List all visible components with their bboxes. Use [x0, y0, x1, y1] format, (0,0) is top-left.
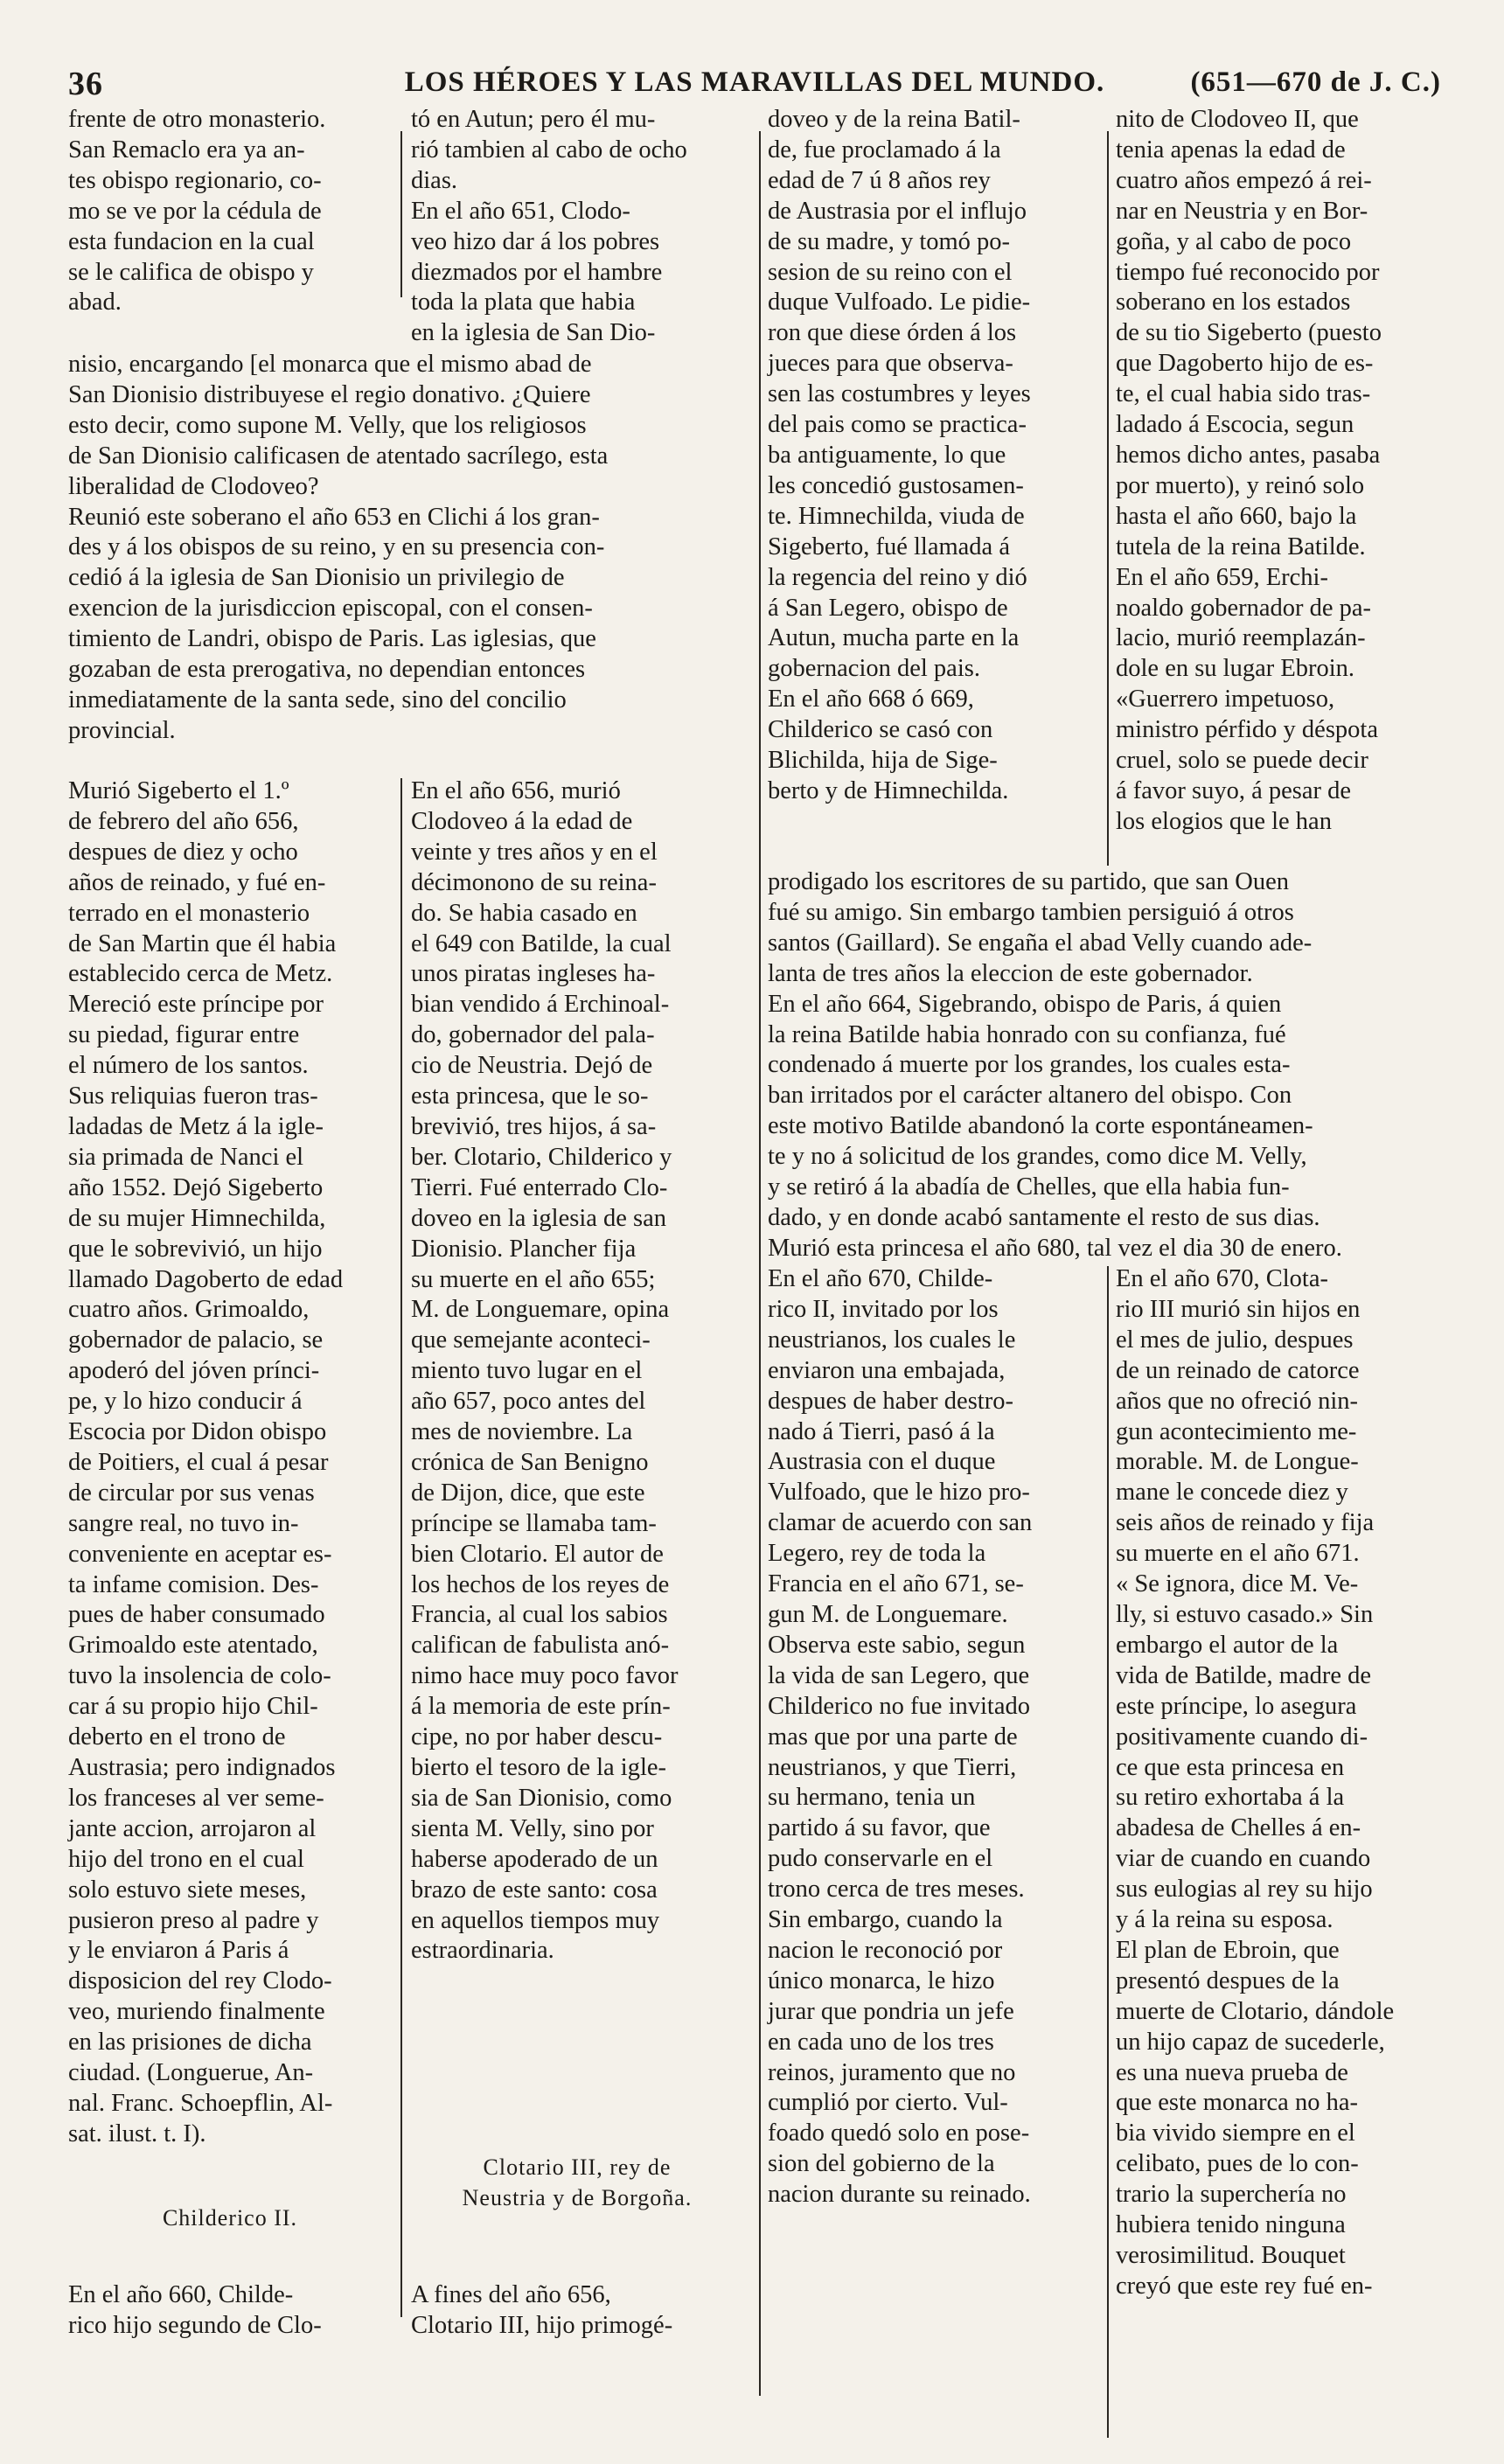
col1-paragraph-top: frente de otro monasterio. San Remaclo era ya an- tes obispo regionario, co- mo se ve por la cédula de esta fundacion en la cual se le califica de obispo y abad. [68, 106, 326, 317]
col1-paragraph-sigeberto: Murió Sigeberto el 1.º de febrero del año 656, despues de diez y ocho años de reinado, y fué en- terrado en el monasterio de San Martin que él habia establecido cerca de Metz. Mereció este príncipe por su piedad, figurar entre el número de los santos. Sus reliquias fueron tras- ladadas de Metz á la igle- sia primada de Nanci el año 1552. Dejó Sigeberto de su mujer Himnechilda, que le sobrevivió, un hijo llamado Dagoberto de edad cuatro años. Grimoaldo, gobernador de palacio, se apoderó del jóven prínci- pe, y lo hizo conducir á Escocia por Didon obispo de Poitiers, el cual á pesar de circular por sus venas sangre real, no tuvo in- conveniente en aceptar es- ta infame comision. Des- pues de haber consumado Grimoaldo este atentado, tuvo la insolencia de colo- car á su propio hijo Chil- deberto en el trono de Austrasia; pero indignados los franceses al ver seme- jante accion, arrojaron al hijo del trono en el cual solo estuvo siete meses, pusieron preso al padre y y le enviaron á Paris á disposicion del rey Clodo- veo, muriendo finalmente en las prisiones de dicha ciudad. (Longuerue, An- nal. Franc. Schoepflin, Al- sat. ilust. t. I). [68, 777, 344, 2147]
col3-paragraph-childerico: En el año 670, Childe- rico II, invitado por los neustrianos, los cuales le enviaron una embajada, despues de haber destro- nado á Tierri, pasó á la Austrasia con el duque Vulfoado, que le hizo pro- clamar de acuerdo con san Legero, rey de toda la Francia en el año 671, se- gun M. de Longuemare. Observa este sabio, segun la vida de san Legero, que Childerico no fue invitado mas que por una parte de neustrianos, y que Tierri, su hermano, tenia un partido á su favor, que pudo conservarle en el trono cerca de tres meses. Sin embargo, cuando la nacion le reconoció por único monarca, le hizo jurar que pondria un jefe en cada uno de los tres reinos, juramento que no cumplió por cierto. Vul- foado quedó solo en pose- sion del gobierno de la nacion durante su reinado. [768, 1265, 1033, 2209]
col2-paragraph-top: tó en Autun; pero él mu- rió tambien al cabo de ocho dias. En el año 651, Clodo- veo hizo dar á los pobres diezmados por el hambre toda la plata que habia en la iglesia de San Dio- [411, 106, 687, 347]
col2-paragraph-clodoveo: En el año 656, murió Clodoveo á la edad de veinte y tres años y en el décimonono de su reina- do. Se habia casado en el 649 con Batilde, la cual unos piratas ingleses ha- bian vendido á Erchinoal- do, gobernador del pala- cio de Neustria. Dejó de esta princesa, que le so- brevivió, tres hijos, á sa- ber. Clotario, Childerico y Tierri. Fué enterrado Clo- doveo en la iglesia de san Dionisio. Plancher fija su muerte en el año 655; M. de Longuemare, opina que semejante aconteci- miento tuvo lugar en el año 657, poco antes del mes de noviembre. La crónica de San Benigno de Dijon, dice, que este príncipe se llamaba tam- bien Clotario. El autor de los hechos de los reyes de Francia, al cual los sabios califican de fabulista anó- nimo hace muy poco favor á la memoria de este prín- cipe, no por haber descu- bierto el tesoro de la igle- sia de San Dionisio, como sienta M. Velly, sino por haberse apoderado de un brazo de este santo: cosa en aquellos tiempos muy estraordinaria. [411, 777, 679, 1965]
column-rule [1107, 131, 1109, 866]
col4-paragraph-top: nito de Clodoveo II, que tenia apenas la edad de cuatro años empezó á rei- nar en Neustria y en Bor- goña, y al cabo de poco tiempo fué reconocido por soberano en los estados de su tio Sigeberto (puesto que Dagoberto hijo de es- te, el cual habia sido tras- ladado á Escocia, segun hemos dicho antes, pasaba por muerto), y reinó solo hasta el año 660, bajo la tutela de la reina Batilde. En el año 659, Erchi- noaldo gobernador de pa- lacio, murió reemplazán- dole en su lugar Ebroin. «Guerrero impetuoso, ministro pérfido y déspota cruel, solo se puede decir á favor suyo, á pesar de los elogios que le han [1116, 106, 1382, 835]
column-rule [400, 131, 402, 297]
year-range: (651—670 de J. C.) [1190, 66, 1441, 98]
col1-paragraph-bottom: En el año 660, Childe- rico hijo segundo de Clo- [68, 2281, 322, 2339]
page-number: 36 [68, 66, 103, 102]
col4-paragraph-clotario: En el año 670, Clota- rio III murió sin hijos en el mes de julio, despues de un reinado de catorce años que no ofreció nin- gun acontecimiento me- morable. M. de Longue- mane le concede diez y seis años de reinado y fija su muerte en el año 671. « Se ignora, dice M. Ve- lly, si estuvo casado.» Sin embargo el autor de la vida de Batilde, madre de este príncipe, lo asegura positivamente cuando di- ce que esta princesa en su retiro exhortaba á la abadesa de Chelles á en- viar de cuando en cuando sus eulogias al rey su hijo y á la reina su esposa. El plan de Ebroin, que presentó despues de la muerte de Clotario, dándole un hijo capaz de sucederle, es una nueva prueba de que este monarca no ha- bia vivido siempre en el celibato, pues de lo con- trario la superchería no hubiera tenido ninguna verosimilitud. Bouquet creyó que este rey fué en- [1116, 1265, 1395, 2300]
column-rule [759, 131, 761, 2396]
running-header [68, 59, 1441, 112]
column-rule [400, 778, 402, 2317]
section-heading-clotario: Clotario III, rey de Neustria y de Borgoña. [462, 2154, 693, 2210]
section-heading-childerico: Childerico II. [162, 2205, 298, 2231]
col1-paragraph-wide: nisio, encargando [el monarca que el mismo abad de San Dionisio distribuyese el regio donativo. ¿Quiere esto decir, como supone M. Velly, que los religiosos de San Dionisio calificasen de atentado sacrílego, esta liberalidad de Clodoveo? Reunió este soberano el año 653 en Clichi á los gran- des y á los obispos de su reino, y en su presencia con- cedió á la iglesia de San Dionisio un privilegio de exencion de la jurisdiccion episcopal, con el consen- timiento de Landri, obispo de Paris. Las iglesias, que gozaban de esta prerogativa, no dependian entonces inmediatamente de la santa sede, sino del concilio provincial. [68, 351, 609, 744]
column-rule [1107, 1266, 1109, 2438]
running-title: LOS HÉROES Y LAS MARAVILLAS DEL MUNDO. [404, 66, 1105, 98]
col2-paragraph-bottom: A fines del año 656, Clotario III, hijo primogé- [411, 2281, 673, 2339]
col3-paragraph-wide: prodigado los escritores de su partido, que san Ouen fué su amigo. Sin embargo tambien persiguió á otros santos (Gaillard). Se engaña el abad Velly cuando ade- lanta de tres años la eleccion de este gobernador. En el año 664, Sigebrando, obispo de Paris, á quien la reina Batilde habia honrado con su confianza, fué condenado á muerte por los grandes, los cuales esta- ban irritados por el carácter altanero del obispo. Con este motivo Batilde abandonó la corte espontáneamen- te y no á solicitud de los grandes, como dice M. Velly, y se retiró á la abadía de Chelles, que ella habia fun- dado, y en donde acabó santamente el resto de sus dias. Murió esta princesa el año 680, tal vez el dia 30 de enero. [768, 868, 1342, 1262]
col3-paragraph-top: doveo y de la reina Batil- de, fue proclamado á la edad de 7 ú 8 años rey de Austrasia por el influjo de su madre, y tomó po- sesion de su reino con el duque Vulfoado. Le pidie- ron que diese órden á los jueces para que observa- sen las costumbres y leyes del pais como se practica- ba antiguamente, lo que les concedió gustosamen- te. Himnechilda, viuda de Sigeberto, fué llamada á la regencia del reino y dió á San Legero, obispo de Autun, mucha parte en la gobernacion del pais. En el año 668 ó 669, Childerico se casó con Blichilda, hija de Sige- berto y de Himnechilda. [768, 106, 1031, 804]
